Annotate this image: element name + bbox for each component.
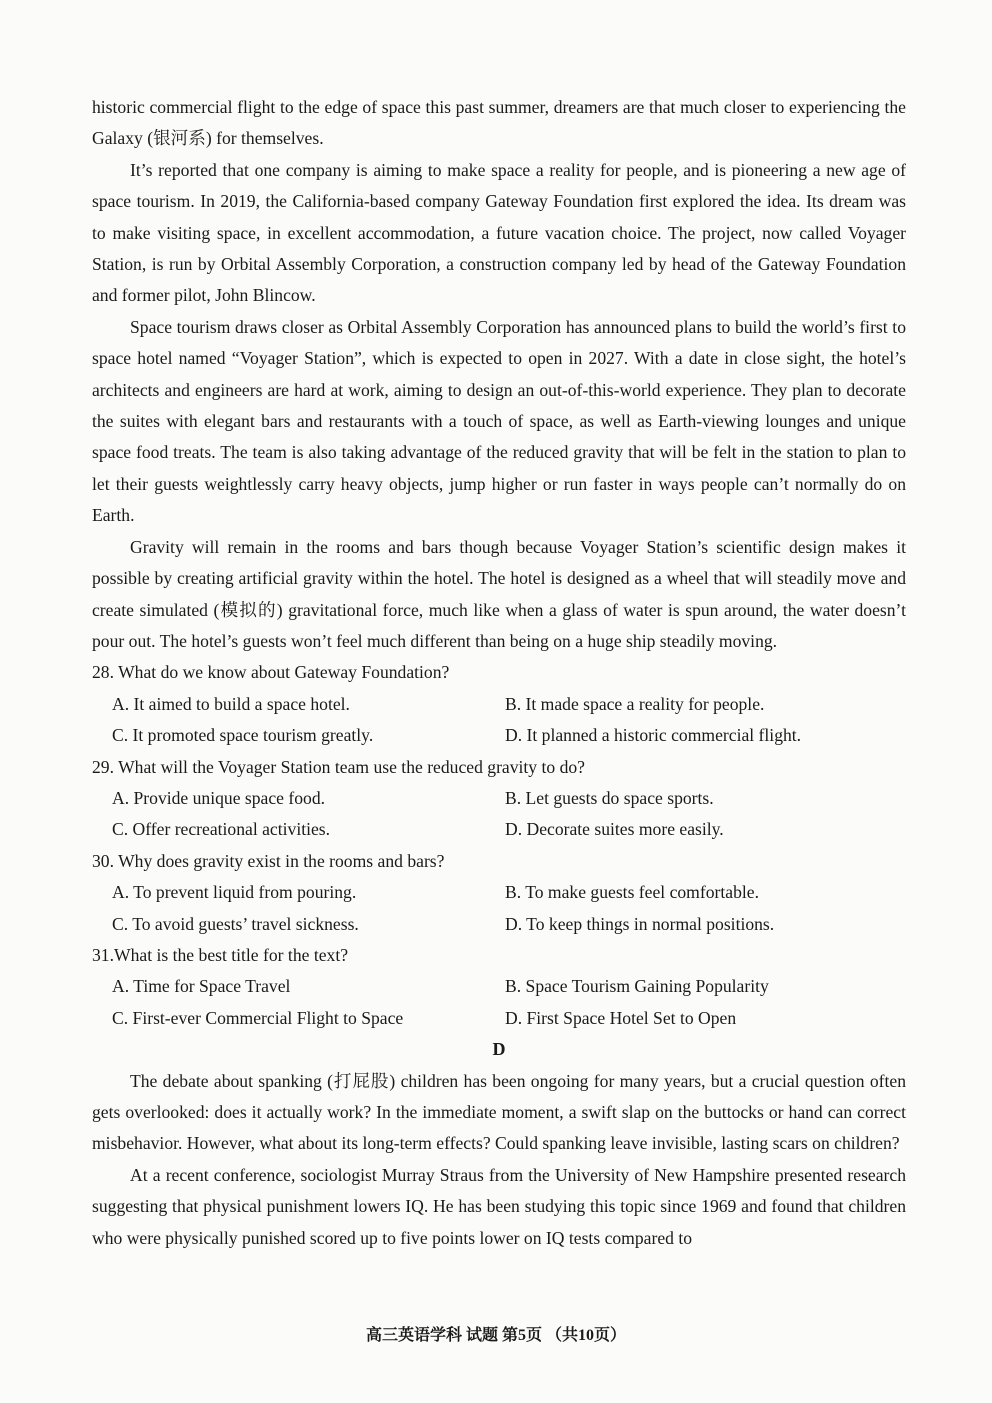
option-grid [92,877,906,940]
page-footer: 高三英语学科 试题 第5页 （共10页） [365,1327,626,1344]
option-b: B. Let guests do space sports. [505,787,714,808]
passage-c-paragraph-3: Gravity will remain in the rooms and bars though because Voyager Station’s scientific design makes it possible by creating artificial gravity within the hotel. The hotel is designed as a wheel that will steadily move and create simulated (模拟的) gravitational force, much like when a glass of water is spun around, the water doesn’t pour out. The hotel’s guests won’t feel much different than being on a huge ship steadily moving. [92,536,906,651]
option-a: A. Provide unique space food. [112,787,326,808]
option-d: D. First Space Hotel Set to Open [505,1007,737,1028]
option-a: A. Time for Space Travel [112,976,291,997]
section-d-title: D [492,1039,506,1060]
option-b: B. It made space a reality for people. [505,693,765,714]
passage-c-paragraph-1: It’s reported that one company is aiming to make space a reality for people, and is pioneering a new age of space tourism. In 2019, the California-based company Gateway Foundation first explored the idea. Its dream was to make visiting space, in excellent accommodation, a future vacation choice. The project, now called Voyager Station, is run by Orbital Assembly Corporation, a construction company led by head of the Gateway Foundation and former pilot, John Blincow. [92,159,906,306]
question-30 [92,846,906,940]
section-d-paragraph-1: The debate about spanking (打屁股) children has been ongoing for many years, but a crucial question often gets overlooked: does it actually work? In the immediate moment, a swift slap on the buttocks or hand can correct misbehavior. However, what about its long-term effects? Could spanking leave invisible, lasting scars on children? [92,1070,906,1154]
option-a: A. To prevent liquid from pouring. [112,882,357,903]
option-b: B. Space Tourism Gaining Popularity [505,976,769,997]
question-stem: 30. Why does gravity exist in the rooms and bars? [92,850,445,871]
option-d: D. It planned a historic commercial flight. [505,725,802,746]
question-29 [92,752,906,846]
question-stem: 28. What do we know about Gateway Foundation? [92,662,450,683]
option-b: B. To make guests feel comfortable. [505,882,759,903]
option-c: C. First-ever Commercial Flight to Space [112,1007,404,1028]
option-a: A. It aimed to build a space hotel. [112,693,350,714]
option-c: C. Offer recreational activities. [112,819,331,840]
option-c: C. It promoted space tourism greatly. [112,725,374,746]
question-31 [92,940,906,1034]
question-stem: 31.What is the best title for the text? [92,944,349,965]
passage-c-paragraph-0: historic commercial flight to the edge of space this past summer, dreamers are that much closer to experiencing the Galaxy (银河系) for themselves. [92,97,906,149]
option-grid [92,689,906,752]
option-d: D. Decorate suites more easily. [505,819,724,840]
option-d: D. To keep things in normal positions. [505,913,775,934]
page-content [92,92,906,1254]
option-grid [92,783,906,846]
question-stem: 29. What will the Voyager Station team use the reduced gravity to do? [92,756,585,777]
passage-c-paragraph-2: Space tourism draws closer as Orbital Assembly Corporation has announced plans to build the world’s first to space hotel named “Voyager Station”, which is expected to open in 2027. With a date in close sight, the hotel’s architects and engineers are hard at work, aiming to design an out-of-this-world experience. They plan to decorate the suites with elegant bars and restaurants with a touch of space, as well as Earth-viewing lounges and unique space food treats. The team is also taking advantage of the reduced gravity that will be felt in the station to plan to let their guests weightlessly carry heavy objects, jump higher or run faster in ways people can’t normally do on Earth. [92,316,906,526]
question-28 [92,657,906,751]
option-c: C. To avoid guests’ travel sickness. [112,913,359,934]
option-grid [92,971,906,1034]
section-d-paragraph-2: At a recent conference, sociologist Murray Straus from the University of New Hampshire presented research suggesting that physical punishment lowers IQ. He has been studying this topic since 1969 and found that children who were physically punished scored up to five points lower on IQ tests compared to [92,1164,906,1248]
